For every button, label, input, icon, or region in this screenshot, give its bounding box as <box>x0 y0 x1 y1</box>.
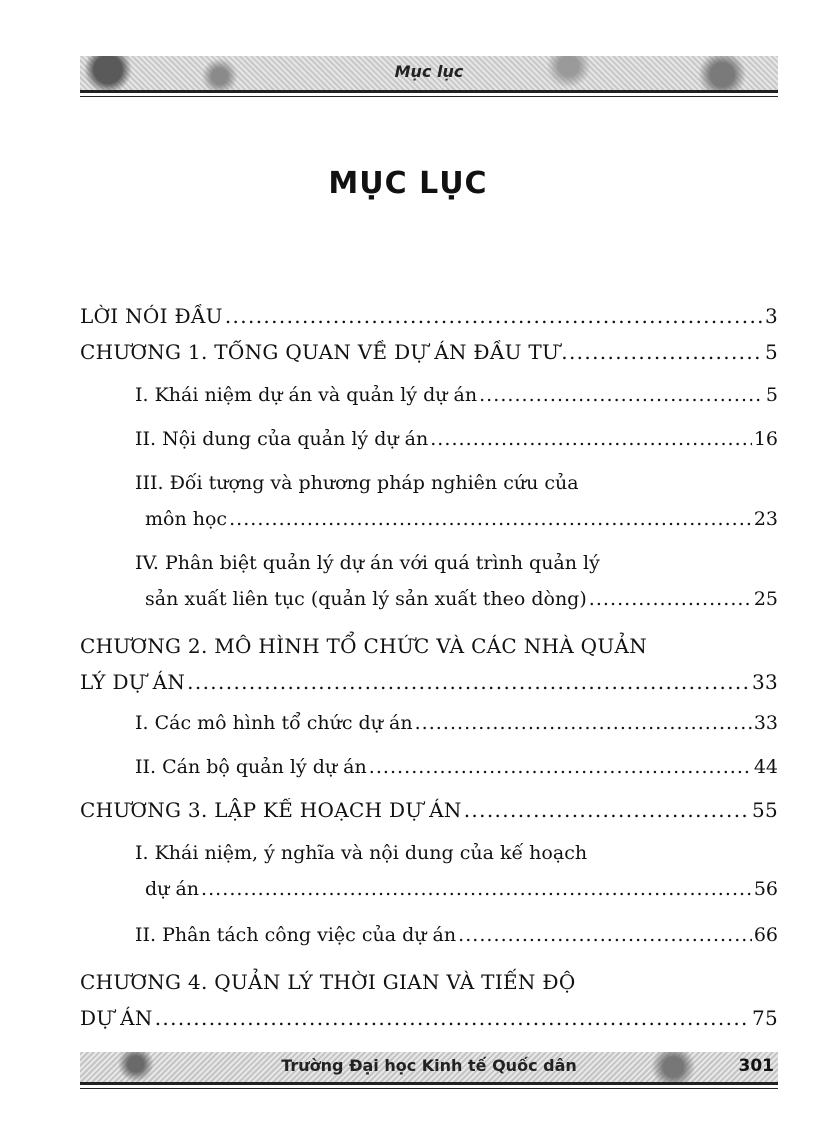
toc-entry-title: I. Các mô hình tổ chức dự án <box>135 712 413 734</box>
toc-page-number: 75 <box>751 1006 778 1030</box>
dot-leader <box>430 428 752 450</box>
toc-page-number: 33 <box>751 670 778 694</box>
toc-entry-title: III. Đối tượng và phương pháp nghiên cứu của <box>135 472 579 494</box>
toc-page-number: 44 <box>753 756 778 778</box>
dot-leader <box>369 756 752 778</box>
toc-entry-title: CHƯƠNG 4. QUẢN LÝ THỜI GIAN VÀ TIẾN ĐỘ <box>80 970 576 994</box>
toc-entry-title: CHƯƠNG 3. LẬP KẾ HOẠCH DỰ ÁN <box>80 798 462 822</box>
toc-entry-title: IV. Phân biệt quản lý dự án với quá trình quản lý <box>135 552 600 574</box>
dot-leader <box>561 340 763 364</box>
toc-entry-title: I. Khái niệm dự án và quản lý dự án <box>135 384 478 406</box>
toc-entry-title: CHƯƠNG 2. MÔ HÌNH TỔ CHỨC VÀ CÁC NHÀ QUẢN <box>80 634 648 658</box>
dot-leader <box>155 1006 750 1030</box>
dot-leader <box>464 798 750 822</box>
dot-leader <box>479 384 764 406</box>
toc-entry-title: CHƯƠNG 1. TỔNG QUAN VỀ DỰ ÁN ĐẦU TƯ <box>80 340 560 364</box>
page-number: 301 <box>738 1056 774 1076</box>
toc-page-number: 16 <box>753 428 778 450</box>
toc-entry-title: sản xuất liên tục (quản lý sản xuất theo dòng) <box>145 588 587 610</box>
toc-entry-title: II. Cán bộ quản lý dự án <box>135 756 367 778</box>
toc-page-number: 66 <box>753 924 778 946</box>
toc-entry-title: dự án <box>145 878 200 900</box>
page-title: MỤC LỤC <box>328 166 488 201</box>
dot-leader <box>229 508 752 530</box>
header-title: Mục lục <box>394 62 464 81</box>
toc-page-number: 55 <box>751 798 778 822</box>
dot-leader <box>201 878 752 900</box>
toc-page-number: 56 <box>753 878 778 900</box>
toc-page-number: 33 <box>753 712 778 734</box>
toc-entry-title: môn học <box>145 508 228 530</box>
toc-page-number: 25 <box>753 588 778 610</box>
toc-entry-title: DỰ ÁN <box>80 1006 153 1030</box>
footer-text: Trường Đại học Kinh tế Quốc dân <box>281 1056 577 1075</box>
dot-leader <box>187 670 750 694</box>
toc-entry-title: LÝ DỰ ÁN <box>80 670 186 694</box>
toc-entry-title: II. Nội dung của quản lý dự án <box>135 428 429 450</box>
header-band <box>80 56 778 93</box>
toc-entry-title: LỜI NÓI ĐẦU <box>80 304 223 328</box>
toc-page-number: 5 <box>764 340 778 364</box>
dot-leader <box>225 304 763 328</box>
toc-page-number: 5 <box>765 384 778 406</box>
dot-leader <box>415 712 752 734</box>
footer-band <box>80 1052 778 1085</box>
toc-page-number: 23 <box>753 508 778 530</box>
toc-page-number: 3 <box>764 304 778 328</box>
toc-entry-title: II. Phân tách công việc của dự án <box>135 924 457 946</box>
dot-leader <box>589 588 752 610</box>
toc-entry-title: I. Khái niệm, ý nghĩa và nội dung của kế hoạch <box>135 842 588 864</box>
dot-leader <box>458 924 752 946</box>
